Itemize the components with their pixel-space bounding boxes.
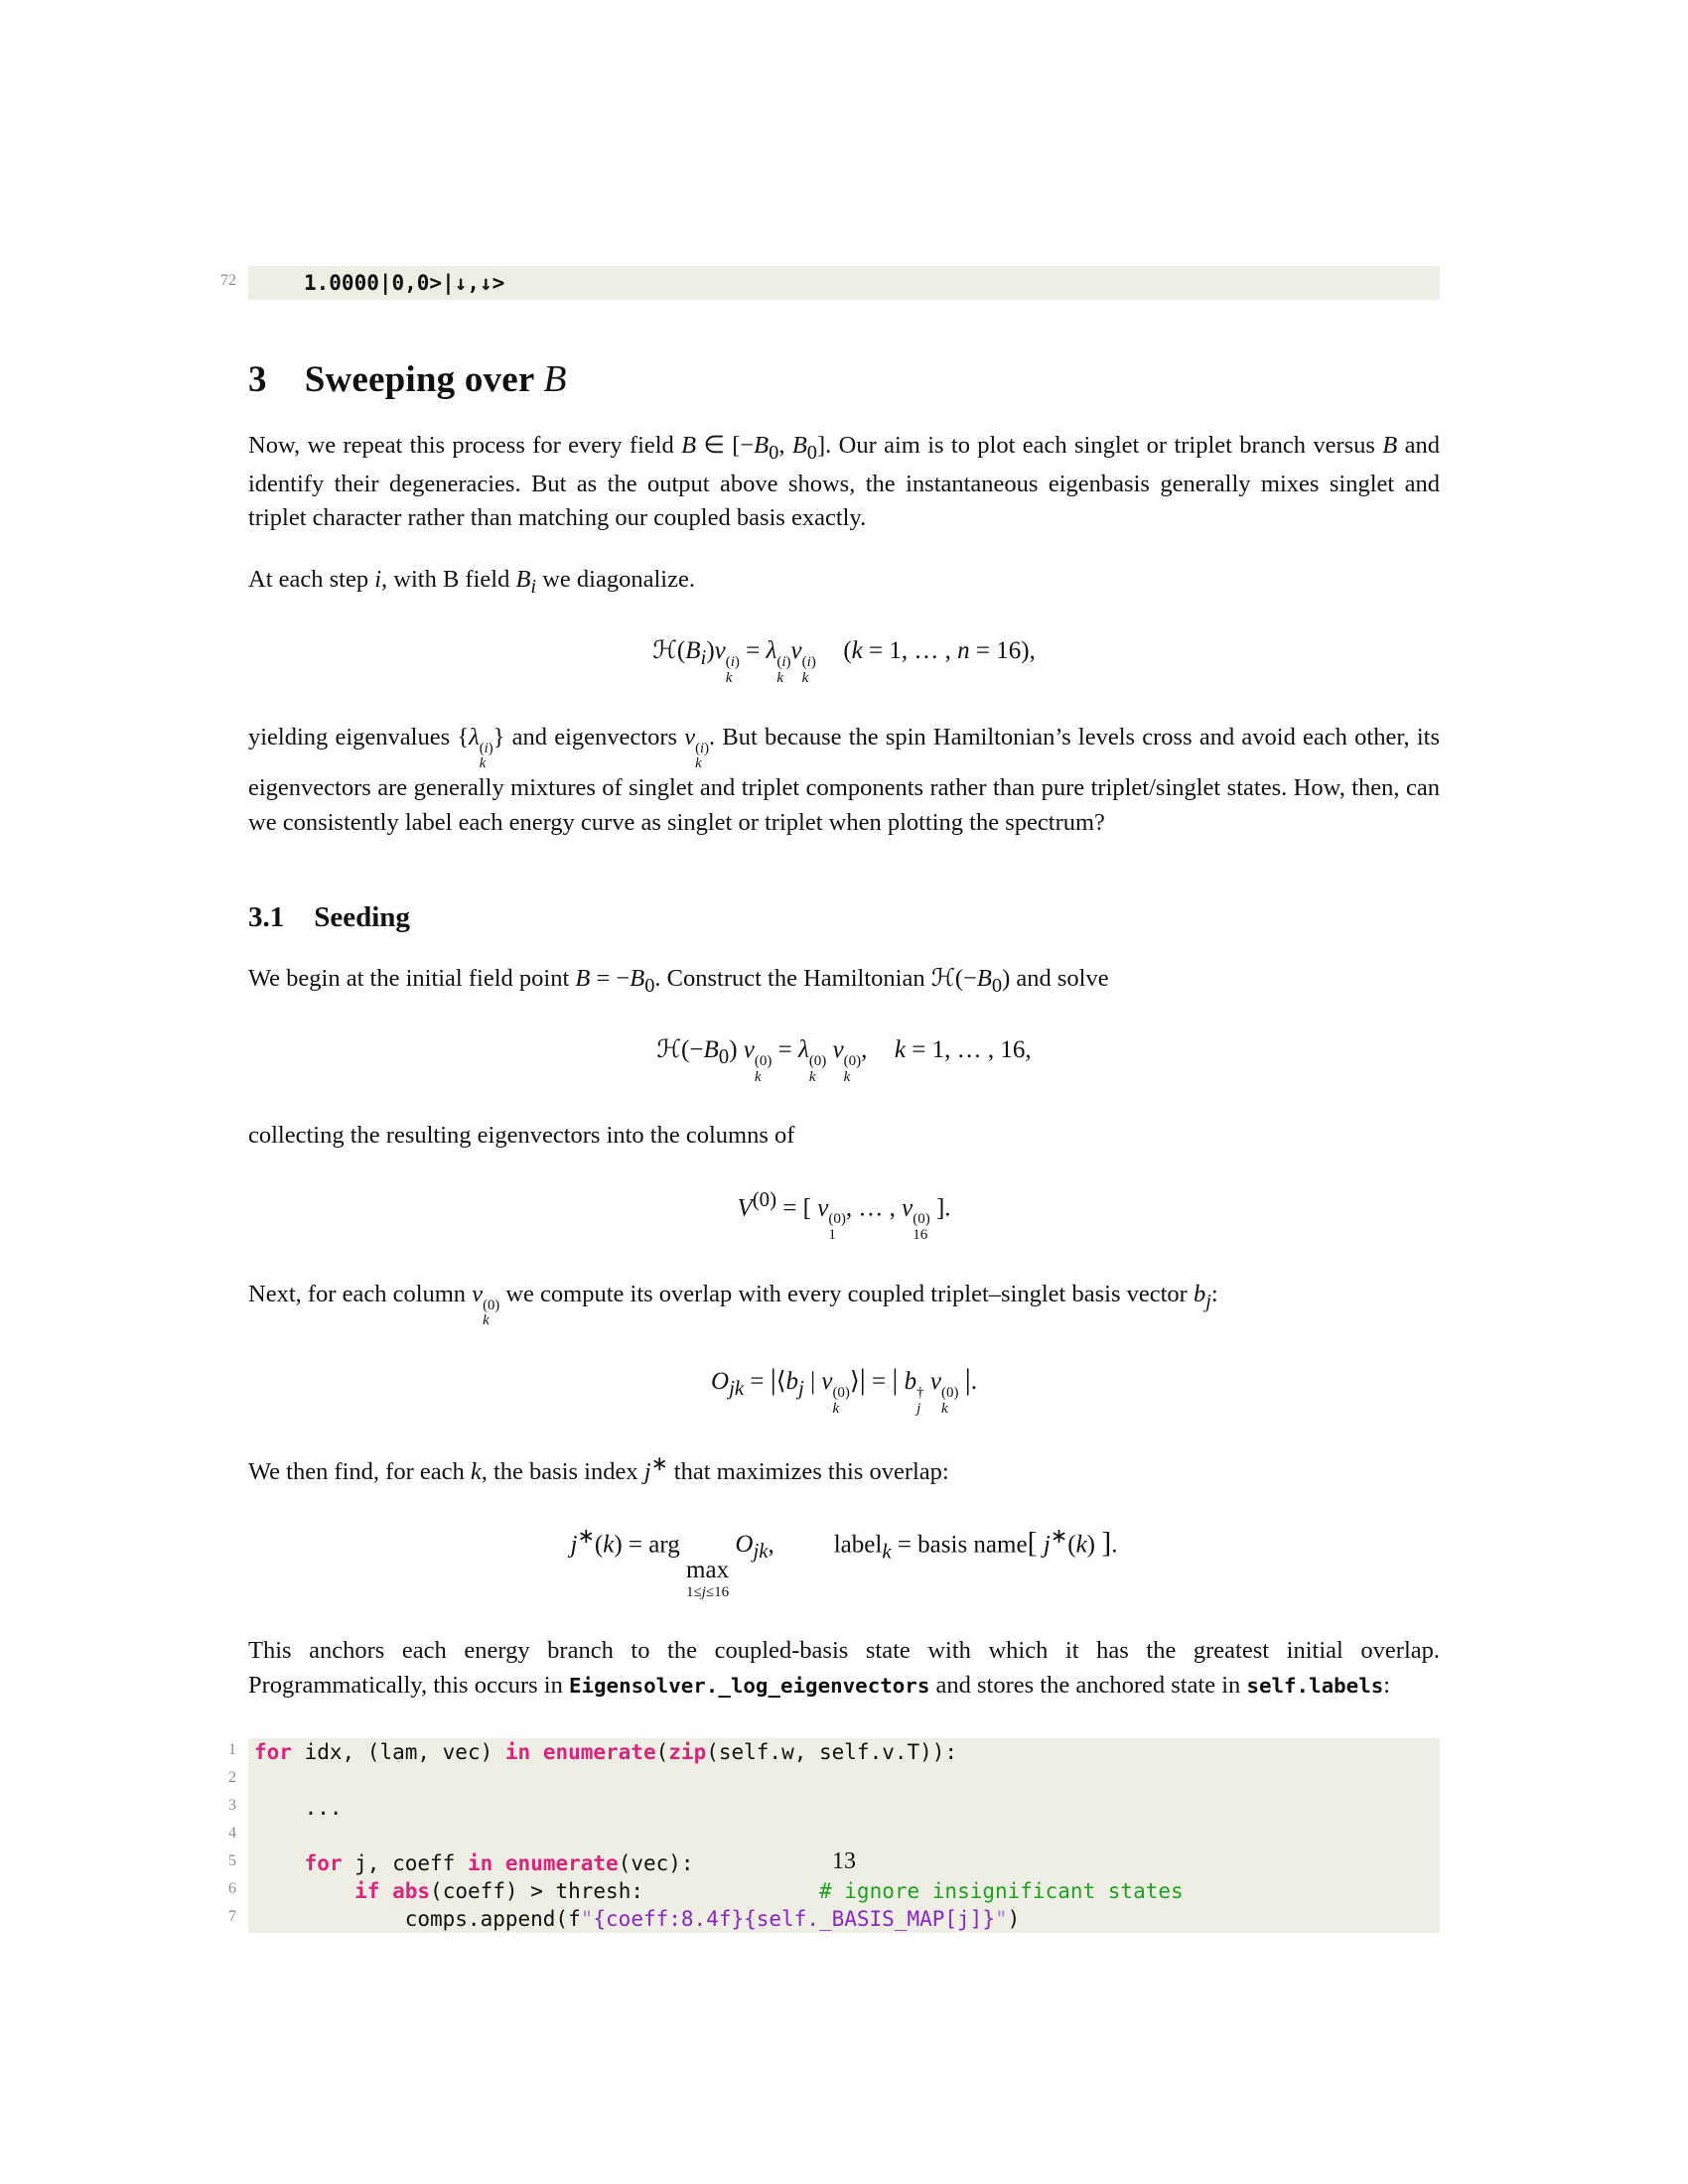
code-line-text: comps.append(f"{coeff:8.4f}{self._BASIS_MAP[j]}")	[248, 1905, 1440, 1933]
output-line-text: 1.0000|0,0>|↓,↓>	[248, 266, 1440, 300]
code-line-text	[248, 1822, 1440, 1849]
code-line-number: 7	[228, 1908, 236, 1925]
code-line	[228, 1794, 1440, 1822]
section-heading	[248, 357, 1440, 401]
equation-overlap: $O_{jk}$ = $|⟨b_j$ | v (0) k ⟩| = | b † j v (0) k |.	[711, 1362, 977, 1417]
code-line-number: 5	[228, 1852, 236, 1869]
subsection-number: 3.1	[248, 901, 285, 934]
code-line	[228, 1877, 1440, 1905]
code-line-number: 1	[228, 1741, 236, 1758]
code-line	[228, 1822, 1440, 1849]
paragraph-each-step: At each step i, with B field $B_i$ we diagonalize.	[248, 566, 695, 599]
console-output-line	[220, 266, 1440, 300]
code-line-number: 2	[228, 1769, 236, 1786]
equation-seed-solve: $ℋ(-B_0)$ v (0) k = λ (0) k v (0) k , k = 1, … , 16,	[656, 1035, 1032, 1085]
paragraph-next-column: Next, for each column v (0) k we compute its overlap with every coupled triplet–singlet basis vector $b_j$:	[248, 1280, 1218, 1329]
code-line	[228, 1905, 1440, 1933]
paragraph-collecting: collecting the resulting eigenvectors into the columns of	[248, 1122, 795, 1150]
paragraph-begin-field: We begin at the initial field point $B = -B_0$. Construct the Hamiltonian $ℋ(-B_0)$ and solve	[248, 965, 1109, 997]
subsection-title: Seeding	[314, 901, 410, 934]
paragraph-yielding: yielding eigenvalues {λ (i) k } and eigenvectors v (i) k . But because the spin Hamiltonian’s levels cross and avoid each other, its eigenvectors are generally mixtures of singlet and triplet components rather than pure triplet/singlet states. How, then, can we consistently label each energy curve as singlet or triplet when plotting the spectrum?	[248, 723, 1440, 836]
code-block	[228, 1738, 1440, 1933]
paragraph-we-then-find: We then find, for each k, the basis index j∗ that maximizes this overlap:	[248, 1453, 949, 1486]
code-line-text: for j, coeff in enumerate(vec):	[248, 1849, 1440, 1877]
equation-diagonalize: $ℋ(B_i)v$ (i) k = λ (i) k v (i) k (k = 1, … , n = 16),	[652, 636, 1036, 686]
code-line-number: 3	[228, 1797, 236, 1814]
subsection-heading	[248, 901, 1440, 934]
paragraph-intro: Now, we repeat this process for every field B ∈ [$-B_0$, $B_0$]. Our aim is to plot each singlet or triplet branch versus B and identify their degeneracies. But as the output above shows, the instantaneous eigenbasis generally mixes singlet and triplet character rather than matching our coupled basis exactly.	[248, 432, 1440, 532]
paragraph-anchors: This anchors each energy branch to the coupled-basis state with which it has the greatest initial overlap. Programmatically, this occurs in Eigensolver._log_eigenvectors and stores the anchored state in self.labels:	[248, 1637, 1440, 1699]
code-line-text: if abs(coeff) > thresh: # ignore insignificant states	[248, 1877, 1440, 1905]
code-line-text: for idx, (lam, vec) in enumerate(zip(self.w, self.v.T)):	[248, 1738, 1440, 1766]
equation-matrix-v0: $V^{(0)}$ = [ v (0) 1 , … , v (0) 16 ].	[737, 1186, 951, 1243]
equation-argmax: j∗(k) = arg max 1≤j≤16 $O_{jk}$, label$_k$ = basis name[ j∗(k) ].	[570, 1523, 1118, 1601]
code-line-number: 6	[228, 1880, 236, 1897]
content-column	[220, 266, 1440, 1933]
page-number: 13	[832, 1848, 856, 1874]
output-line-number: 72	[220, 272, 236, 289]
section-number: 3	[248, 359, 267, 401]
code-line-text: ...	[248, 1794, 1440, 1822]
code-line	[228, 1738, 1440, 1766]
section-title: Sweeping over B	[304, 358, 567, 401]
code-line-number: 4	[228, 1825, 236, 1842]
code-line	[228, 1766, 1440, 1794]
code-line-text	[248, 1766, 1440, 1794]
